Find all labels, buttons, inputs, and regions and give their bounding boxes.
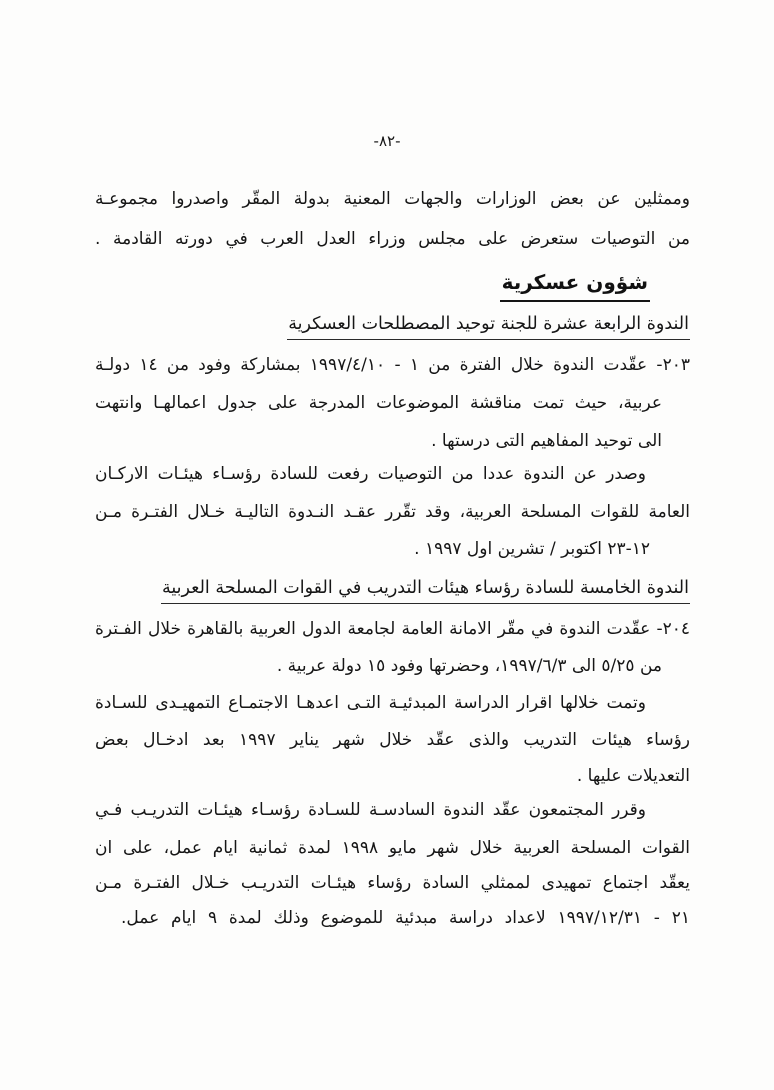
item-203-line: الى توحيد المفاهيم التى درستها . <box>431 431 662 451</box>
item-204-study-line: وتمت خلالها اقرار الدراسة المبدئيـة التـى اعدهـا الاجتمـاع التمهيـدى للسـادة <box>95 693 646 713</box>
item-203-line: ٢٠٣- عقّدت الندوة خلال الفترة من ١ - ١٩٩٧/٤/١٠ بمشاركة وفود من ١٤ دولـة <box>95 355 690 375</box>
item-204-study-line: التعديلات عليها . <box>576 766 690 786</box>
item-204-line: ٢٠٤- عقّدت الندوة في مقّر الامانة العامة لجامعة الدول العربية بالقاهرة خلال الفـترة <box>95 619 690 639</box>
item-203-line: عربية، حيث تمت مناقشة الموضوعات المدرجة على جدول اعمالهـا وانتهت <box>95 393 662 413</box>
section-heading-military-affairs: شؤون عسكرية <box>500 270 650 302</box>
intro-line: من التوصيات ستعرض على مجلس وزراء العدل العرب في دورته القادمة . <box>95 229 690 249</box>
item-204-line: من ٥/٢٥ الى ١٩٩٧/٦/٣، وحضرتها وفود ١٥ دولة عربية . <box>276 656 662 676</box>
item-203-followup-line: وصدر عن الندوة عددا من التوصيات رفعت للسادة رؤسـاء هيئـات الاركـان <box>95 464 646 484</box>
subheading-training-seminar-5: الندوة الخامسة للسادة رؤساء هيئات التدريب في القوات المسلحة العربية <box>161 578 690 604</box>
subheading-terminology-seminar-14: الندوة الرابعة عشرة للجنة توحيد المصطلحات العسكرية <box>287 314 690 340</box>
item-203-followup-line: ١٢-٢٣ اكتوبر / تشرين اول ١٩٩٧ . <box>414 539 650 559</box>
item-204-study-line: رؤساء هيئات التدريب والذى عقّد خلال شهر يناير ١٩٩٧ بعد ادخـال بعض <box>95 730 690 750</box>
item-203-followup-line: العامة للقوات المسلحة العربية، وقد تقّرر عقـد النـدوة التاليـة خـلال الفتـرة مـن <box>95 502 690 522</box>
intro-line: وممثلين عن بعض الوزارات والجهات المعنية بدولة المقّر واصدروا مجموعـة <box>95 189 690 209</box>
item-204-decision-line: ٢١ - ١٩٩٧/١٢/٣١ لاعداد دراسة مبدئية للموضوع وذلك لمدة ٩ ايام عمل. <box>121 908 690 928</box>
item-204-decision-line: القوات المسلحة العربية خلال شهر مايو ١٩٩٨ لمدة ثمانية ايام عمل، على ان <box>95 838 690 858</box>
page-number: -٨٢- <box>373 132 401 150</box>
item-204-decision-line: وقرر المجتمعون عقّد الندوة السادسـة للسـادة رؤسـاء هيئـات التدريـب فـي <box>95 800 646 820</box>
item-204-decision-line: يعقّد اجتماع تمهيدى لممثلي السادة رؤساء هيئـات التدريـب خـلال الفتـرة مـن <box>95 873 690 893</box>
